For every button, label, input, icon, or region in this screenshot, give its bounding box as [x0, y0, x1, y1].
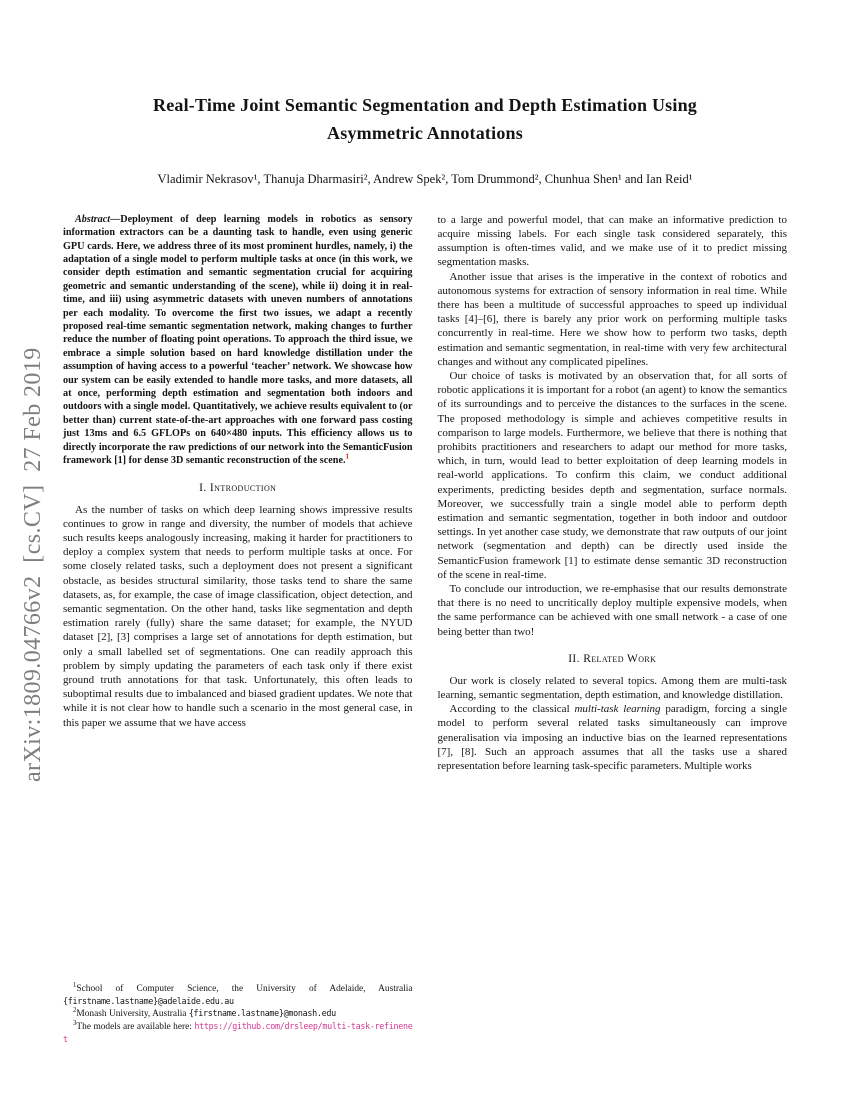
arxiv-watermark: arXiv:1809.04766v2 [cs.CV] 27 Feb 2019	[20, 347, 46, 782]
author-line: Vladimir Nekrasov¹, Thanuja Dharmasiri², Andrew Spek², Tom Drummond², Chunhua Shen¹ and Ian Reid¹	[157, 171, 693, 186]
footnote-2-mark: 2	[73, 1007, 77, 1015]
footnote-2-email: {firstname.lastname}@monash.edu	[188, 1008, 336, 1019]
section-heading-related-work: II. Related Work	[568, 652, 657, 665]
related-work-paragraph-2-pre: According to the classical	[449, 703, 575, 716]
abstract-footnote-ref[interactable]: 1	[345, 452, 350, 461]
paper-title: Real-Time Joint Semantic Segmentation and Depth Estimation Using Asymmetric Annotations	[153, 95, 697, 143]
multi-task-learning-term: multi-task learning	[574, 703, 661, 716]
right-column	[438, 213, 788, 1047]
footnote-affiliation-2	[63, 1008, 413, 1021]
abstract-text: Deployment of deep learning models in robotics as sensory information extractors can be a daunting task to handle, even using generic GPU cards. Here, we address three of its most prominent hurdles, namely, i) the adaptation of a single model to perform multiple tasks at once (in this work, we consider depth estimation and semantic segmentation crucial for acquiring geometric and semantic understanding of the scene), while ii) doing it in real-time, and iii) using asymmetric datasets with uneven numbers of annotations per each modality. To overcome the first two issues, we adapt a recently proposed real-time semantic segmentation network, making changes to further reduce the number of floating point operations. To approach the third issue, we embrace a simple solution based on hard knowledge distillation under the assumption of having access to a powerful ‘teacher’ network. We showcase how our system can be easily extended to handle more tasks, and more datasets, all at once, performing depth estimation and segmentation both indoors and outdoors with a single model. Quantitatively, we achieve results equivalent to (or better than) current state-of-the-art approaches with one forward pass costing just 13ms and 6.5 GFLOPs on 640×480 inputs. This efficiency allows us to directly incorporate the raw predictions of our network into the SemanticFusion framework [1] for dense 3D semantic reconstruction of the scene.	[63, 213, 413, 467]
intro-paragraph-conclusion: To conclude our introduction, we re-emphasise that our results demonstrate that there is no need to uncritically deploy multiple expensive models, when the same performance can be achieved with one small network - a case of one being better than two!	[437, 583, 787, 638]
footnote-3-text: The models are available here:	[76, 1022, 195, 1033]
footnotes	[63, 981, 413, 1047]
related-work-paragraph-2	[438, 702, 788, 773]
related-work-paragraph-2-post: paradigm, forcing a single model to perform several related tasks simultaneously can improve generalisation via imposing an inductive bias on the learned representations [7], [8]. Such an approach assumes that all the tasks use a shared representation before learning task-specific parameters. Multiple works	[437, 703, 787, 773]
intro-continuation-paragraph: to a large and powerful model, that can make an informative prediction to acquire missing labels. For each single task considered separately, this assumption is often-times valid, and we make use of it to predict missing segmentation masks.	[437, 213, 787, 269]
footnote-3-mark: 3	[73, 1020, 77, 1028]
related-work-paragraph-1: Our work is closely related to several topics. Among them are multi-task learning, semantic segmentation, depth estimation, and knowledge distillation.	[437, 674, 787, 702]
footnote-3-link[interactable]: https://github.com/drsleep/multi-task-refinenet	[63, 1021, 413, 1044]
footnote-1-email: {firstname.lastname}@adelaide.edu.au	[63, 995, 234, 1006]
footnote-models	[63, 1021, 413, 1047]
footnote-1-text: School of Computer Science, the University of Adelaide, Australia	[76, 983, 413, 994]
intro-paragraph-realtime: Another issue that arises is the imperative in the context of robotics and autonomous systems for extraction of sensory information in real time. While there has been a multitude of successful approaches to speed up individual tasks [4]–[6], there is barely any prior work on performing multiple tasks concurrently in real-time. Here we show how to perform two tasks, depth estimation and semantic segmentation, in real-time with very few architectural changes and without any complicated pipelines.	[437, 270, 787, 368]
abstract-label: Abstract—	[75, 213, 121, 225]
title-block	[0, 0, 850, 187]
footnote-2-text: Monash University, Australia	[76, 1009, 189, 1020]
intro-paragraph-motivation: Our choice of tasks is motivated by an observation that, for all sorts of robotic applications it is important for a robot (an agent) to know the semantics of its surroundings and to perceive the distances to the surfaces in the scene. The proposed methodology is simple and achieves competitive results in comparison to large models. Furthermore, we believe that there is nothing that prohibits practitioners and researchers to adapt our method for more tasks, which, in turn, would lead to better exploitation of deep learning models in real-world applications. To confirm this claim, we conduct additional experiments, predicting besides depth and segmentation, surface normals. Moreover, we successfully train a single model able to perform depth estimation and semantic segmentation, together in both indoor and outdoor settings. In yet another case study, we demonstrate that raw outputs of our joint network (segmentation and depth) can be directly used inside the SemanticFusion framework [1] to estimate dense semantic 3D reconstruction of the scene in real-time.	[437, 370, 787, 581]
footnote-1-mark: 1	[73, 981, 77, 989]
two-column-body	[0, 213, 850, 1047]
section-heading-introduction: I. Introduction	[199, 481, 277, 494]
left-column	[63, 213, 413, 1047]
footnote-affiliation-1	[63, 981, 413, 1009]
intro-paragraph: As the number of tasks on which deep learning shows impressive results continues to grow in range and diversity, the number of models that achieve such results keeps analogously increasing, making it harder for practitioners to deploy a complex system that needs to perform multiple tasks at once. For some closely related tasks, such a deployment does not present a significant obstacle, as besides structural similarity, those tasks tend to share the same datasets, as, for example, the case of image classification, object detection, and semantic segmentation. On the other hand, tasks like segmentation and depth estimation rarely (fully) share the same dataset; for example, the NYUD dataset [2], [3] comprises a large set of annotations for depth estimation, but only a small labelled set of segmentations. One can readily approach this problem by simply updating the parameters of each task only if there exist ground truth annotations for that task. Unfortunately, this often leads to suboptimal results due to imbalanced and biased gradient updates. We note that while it is not clear how to handle such a scenario in the most general case, in this paper we assume that we have access	[63, 503, 413, 729]
abstract	[63, 213, 413, 468]
